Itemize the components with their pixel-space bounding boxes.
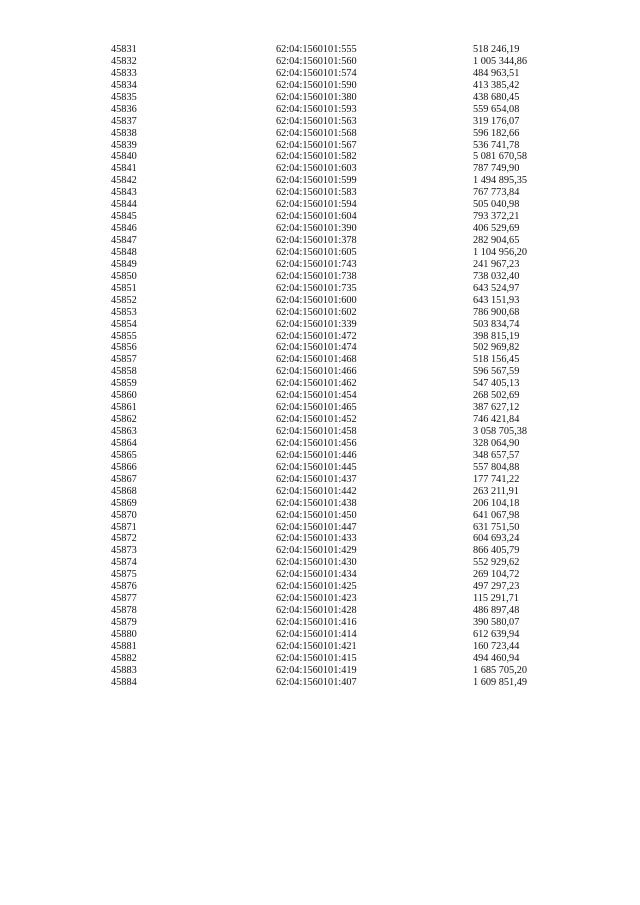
table-row	[0, 522, 640, 534]
row-number: 45874	[111, 557, 137, 569]
row-number: 45847	[111, 235, 137, 246]
cadastral-value: 263 211,91	[473, 485, 519, 497]
cadastral-number: 62:04:1560101:593	[276, 103, 357, 115]
cadastral-number: 62:04:1560101:437	[276, 473, 357, 485]
cadastral-value: 612 639,94	[473, 628, 520, 640]
cadastral-number: 62:04:1560101:442	[276, 485, 357, 497]
table-row	[0, 581, 640, 593]
table-row	[0, 462, 640, 474]
cadastral-value: 596 567,59	[473, 366, 520, 378]
cadastral-value: 738 032,40	[473, 270, 520, 282]
row-number: 45869	[111, 497, 137, 509]
data-table	[0, 44, 640, 689]
cadastral-value: 319 176,07	[473, 115, 520, 127]
cadastral-number: 62:04:1560101:743	[276, 258, 357, 270]
cadastral-value: 1 104 956,20	[473, 246, 528, 258]
row-number: 45837	[111, 115, 137, 127]
cadastral-value: 390 580,07	[473, 617, 520, 628]
cadastral-value: 502 969,82	[473, 342, 520, 354]
row-number: 45872	[111, 533, 137, 545]
cadastral-number: 62:04:1560101:339	[276, 318, 357, 330]
table-row	[0, 545, 640, 557]
row-number: 45851	[111, 282, 137, 294]
row-number: 45854	[111, 318, 137, 330]
row-number: 45832	[111, 55, 137, 67]
row-number: 45853	[111, 306, 137, 318]
table-row	[0, 295, 640, 307]
cadastral-number: 62:04:1560101:415	[276, 652, 357, 664]
cadastral-value: 497 297,23	[473, 581, 520, 593]
cadastral-number: 62:04:1560101:428	[276, 605, 357, 617]
cadastral-number: 62:04:1560101:438	[276, 497, 357, 509]
row-number: 45850	[111, 270, 137, 282]
table-row	[0, 593, 640, 605]
cadastral-number: 62:04:1560101:604	[276, 211, 357, 223]
table-row	[0, 235, 640, 247]
row-number: 45846	[111, 223, 137, 235]
cadastral-value: 3 058 705,38	[473, 426, 528, 437]
row-number: 45871	[111, 521, 137, 533]
row-number: 45882	[111, 652, 137, 664]
table-row	[0, 307, 640, 319]
table-row	[0, 617, 640, 629]
row-number: 45864	[111, 437, 137, 449]
table-row	[0, 128, 640, 140]
cadastral-value: 494 460,94	[473, 652, 520, 664]
table-row	[0, 151, 640, 163]
row-number: 45859	[111, 378, 137, 390]
cadastral-number: 62:04:1560101:560	[276, 55, 357, 67]
cadastral-value: 1 005 344,86	[473, 55, 528, 67]
cadastral-value: 413 385,42	[473, 79, 520, 91]
row-number: 45852	[111, 294, 137, 306]
cadastral-value: 518 156,45	[473, 354, 520, 366]
cadastral-value: 552 929,62	[473, 557, 520, 569]
cadastral-number: 62:04:1560101:600	[276, 294, 357, 306]
row-number: 45863	[111, 426, 137, 437]
table-row	[0, 80, 640, 92]
cadastral-number: 62:04:1560101:445	[276, 461, 357, 473]
table-row	[0, 175, 640, 187]
cadastral-value: 206 104,18	[473, 497, 520, 509]
table-row	[0, 68, 640, 80]
row-number: 45835	[111, 91, 137, 103]
table-row	[0, 342, 640, 354]
table-row	[0, 140, 640, 152]
table-row	[0, 677, 640, 689]
cadastral-number: 62:04:1560101:380	[276, 91, 357, 103]
cadastral-number: 62:04:1560101:603	[276, 163, 357, 175]
table-row	[0, 486, 640, 498]
table-row	[0, 629, 640, 641]
cadastral-value: 641 067,98	[473, 509, 520, 521]
row-number: 45857	[111, 354, 137, 366]
row-number: 45883	[111, 664, 137, 676]
cadastral-value: 5 081 670,58	[473, 151, 528, 163]
cadastral-number: 62:04:1560101:462	[276, 378, 357, 390]
table-row	[0, 414, 640, 426]
cadastral-number: 62:04:1560101:472	[276, 330, 357, 342]
cadastral-number: 62:04:1560101:450	[276, 509, 357, 521]
table-row	[0, 450, 640, 462]
cadastral-number: 62:04:1560101:567	[276, 139, 357, 151]
table-row	[0, 653, 640, 665]
cadastral-value: 486 897,48	[473, 605, 520, 617]
table-row	[0, 474, 640, 486]
cadastral-number: 62:04:1560101:419	[276, 664, 357, 676]
cadastral-value: 1 609 851,49	[473, 676, 528, 688]
row-number: 45868	[111, 485, 137, 497]
cadastral-value: 536 741,78	[473, 139, 520, 151]
row-number: 45875	[111, 569, 137, 581]
table-row	[0, 199, 640, 211]
cadastral-value: 643 524,97	[473, 282, 520, 294]
cadastral-number: 62:04:1560101:378	[276, 235, 357, 246]
row-number: 45858	[111, 366, 137, 378]
cadastral-number: 62:04:1560101:430	[276, 557, 357, 569]
cadastral-number: 62:04:1560101:602	[276, 306, 357, 318]
cadastral-value: 518 246,19	[473, 44, 520, 55]
row-number: 45877	[111, 593, 137, 605]
table-row	[0, 557, 640, 569]
table-row	[0, 354, 640, 366]
cadastral-value: 596 182,66	[473, 127, 520, 139]
table-row	[0, 92, 640, 104]
cadastral-value: 328 064,90	[473, 437, 520, 449]
cadastral-number: 62:04:1560101:452	[276, 414, 357, 426]
cadastral-value: 786 900,68	[473, 306, 520, 318]
table-row	[0, 390, 640, 402]
table-row	[0, 116, 640, 128]
cadastral-number: 62:04:1560101:421	[276, 640, 357, 652]
row-number: 45865	[111, 449, 137, 461]
cadastral-number: 62:04:1560101:407	[276, 676, 357, 688]
table-row	[0, 402, 640, 414]
cadastral-number: 62:04:1560101:465	[276, 402, 357, 414]
cadastral-number: 62:04:1560101:456	[276, 437, 357, 449]
cadastral-value: 1 494 895,35	[473, 175, 528, 187]
row-number: 45843	[111, 187, 137, 199]
cadastral-value: 348 657,57	[473, 449, 520, 461]
cadastral-value: 398 815,19	[473, 330, 520, 342]
cadastral-value: 438 680,45	[473, 91, 520, 103]
cadastral-value: 643 151,93	[473, 294, 520, 306]
row-number: 45844	[111, 199, 137, 211]
table-row	[0, 641, 640, 653]
cadastral-value: 387 627,12	[473, 402, 520, 414]
table-row	[0, 247, 640, 259]
row-number: 45840	[111, 151, 137, 163]
cadastral-number: 62:04:1560101:599	[276, 175, 357, 187]
cadastral-number: 62:04:1560101:605	[276, 246, 357, 258]
row-number: 45866	[111, 461, 137, 473]
table-row	[0, 569, 640, 581]
row-number: 45867	[111, 473, 137, 485]
table-row	[0, 510, 640, 522]
cadastral-number: 62:04:1560101:466	[276, 366, 357, 378]
cadastral-number: 62:04:1560101:574	[276, 67, 357, 79]
cadastral-number: 62:04:1560101:563	[276, 115, 357, 127]
row-number: 45860	[111, 390, 137, 402]
cadastral-value: 503 834,74	[473, 318, 520, 330]
cadastral-value: 746 421,84	[473, 414, 520, 426]
row-number: 45884	[111, 676, 137, 688]
cadastral-number: 62:04:1560101:738	[276, 270, 357, 282]
cadastral-value: 406 529,69	[473, 223, 520, 235]
cadastral-number: 62:04:1560101:583	[276, 187, 357, 199]
cadastral-number: 62:04:1560101:590	[276, 79, 357, 91]
row-number: 45873	[111, 545, 137, 557]
row-number: 45880	[111, 628, 137, 640]
cadastral-value: 767 773,84	[473, 187, 520, 199]
cadastral-value: 604 693,24	[473, 533, 520, 545]
row-number: 45833	[111, 67, 137, 79]
cadastral-number: 62:04:1560101:735	[276, 282, 357, 294]
cadastral-number: 62:04:1560101:594	[276, 199, 357, 211]
table-row	[0, 56, 640, 68]
cadastral-number: 62:04:1560101:474	[276, 342, 357, 354]
cadastral-value: 866 405,79	[473, 545, 520, 557]
cadastral-number: 62:04:1560101:568	[276, 127, 357, 139]
cadastral-number: 62:04:1560101:414	[276, 628, 357, 640]
cadastral-value: 793 372,21	[473, 211, 520, 223]
cadastral-number: 62:04:1560101:447	[276, 521, 357, 533]
row-number: 45879	[111, 617, 137, 628]
cadastral-value: 269 104,72	[473, 569, 520, 581]
cadastral-value: 631 751,50	[473, 521, 520, 533]
table-row	[0, 438, 640, 450]
cadastral-value: 160 723,44	[473, 640, 520, 652]
cadastral-number: 62:04:1560101:555	[276, 44, 357, 55]
table-row	[0, 223, 640, 235]
cadastral-number: 62:04:1560101:429	[276, 545, 357, 557]
row-number: 45848	[111, 246, 137, 258]
table-row	[0, 271, 640, 283]
table-row	[0, 533, 640, 545]
row-number: 45836	[111, 103, 137, 115]
table-row	[0, 498, 640, 510]
cadastral-number: 62:04:1560101:458	[276, 426, 357, 437]
row-number: 45849	[111, 258, 137, 270]
row-number: 45862	[111, 414, 137, 426]
cadastral-number: 62:04:1560101:434	[276, 569, 357, 581]
row-number: 45861	[111, 402, 137, 414]
cadastral-value: 505 040,98	[473, 199, 520, 211]
cadastral-value: 268 502,69	[473, 390, 520, 402]
table-row	[0, 378, 640, 390]
row-number: 45878	[111, 605, 137, 617]
row-number: 45855	[111, 330, 137, 342]
row-number: 45842	[111, 175, 137, 187]
cadastral-number: 62:04:1560101:425	[276, 581, 357, 593]
cadastral-number: 62:04:1560101:423	[276, 593, 357, 605]
table-row	[0, 665, 640, 677]
table-row	[0, 44, 640, 56]
row-number: 45834	[111, 79, 137, 91]
table-row	[0, 366, 640, 378]
row-number: 45856	[111, 342, 137, 354]
table-row	[0, 605, 640, 617]
cadastral-value: 557 804,88	[473, 461, 520, 473]
cadastral-number: 62:04:1560101:416	[276, 617, 357, 628]
table-row	[0, 187, 640, 199]
row-number: 45841	[111, 163, 137, 175]
row-number: 45838	[111, 127, 137, 139]
cadastral-number: 62:04:1560101:390	[276, 223, 357, 235]
cadastral-number: 62:04:1560101:446	[276, 449, 357, 461]
table-row	[0, 331, 640, 343]
table-row	[0, 426, 640, 438]
cadastral-value: 787 749,90	[473, 163, 520, 175]
row-number: 45876	[111, 581, 137, 593]
cadastral-number: 62:04:1560101:433	[276, 533, 357, 545]
table-row	[0, 211, 640, 223]
table-row	[0, 163, 640, 175]
row-number: 45831	[111, 44, 137, 55]
table-row	[0, 283, 640, 295]
table-row	[0, 319, 640, 331]
table-row	[0, 104, 640, 116]
cadastral-value: 177 741,22	[473, 473, 520, 485]
cadastral-value: 484 963,51	[473, 67, 520, 79]
cadastral-value: 115 291,71	[473, 593, 519, 605]
row-number: 45839	[111, 139, 137, 151]
cadastral-value: 547 405,13	[473, 378, 520, 390]
table-row	[0, 259, 640, 271]
cadastral-value: 1 685 705,20	[473, 664, 528, 676]
row-number: 45845	[111, 211, 137, 223]
cadastral-number: 62:04:1560101:582	[276, 151, 357, 163]
cadastral-number: 62:04:1560101:454	[276, 390, 357, 402]
cadastral-value: 241 967,23	[473, 258, 520, 270]
cadastral-number: 62:04:1560101:468	[276, 354, 357, 366]
row-number: 45881	[111, 640, 137, 652]
cadastral-value: 282 904,65	[473, 235, 520, 246]
row-number: 45870	[111, 509, 137, 521]
cadastral-value: 559 654,08	[473, 103, 520, 115]
